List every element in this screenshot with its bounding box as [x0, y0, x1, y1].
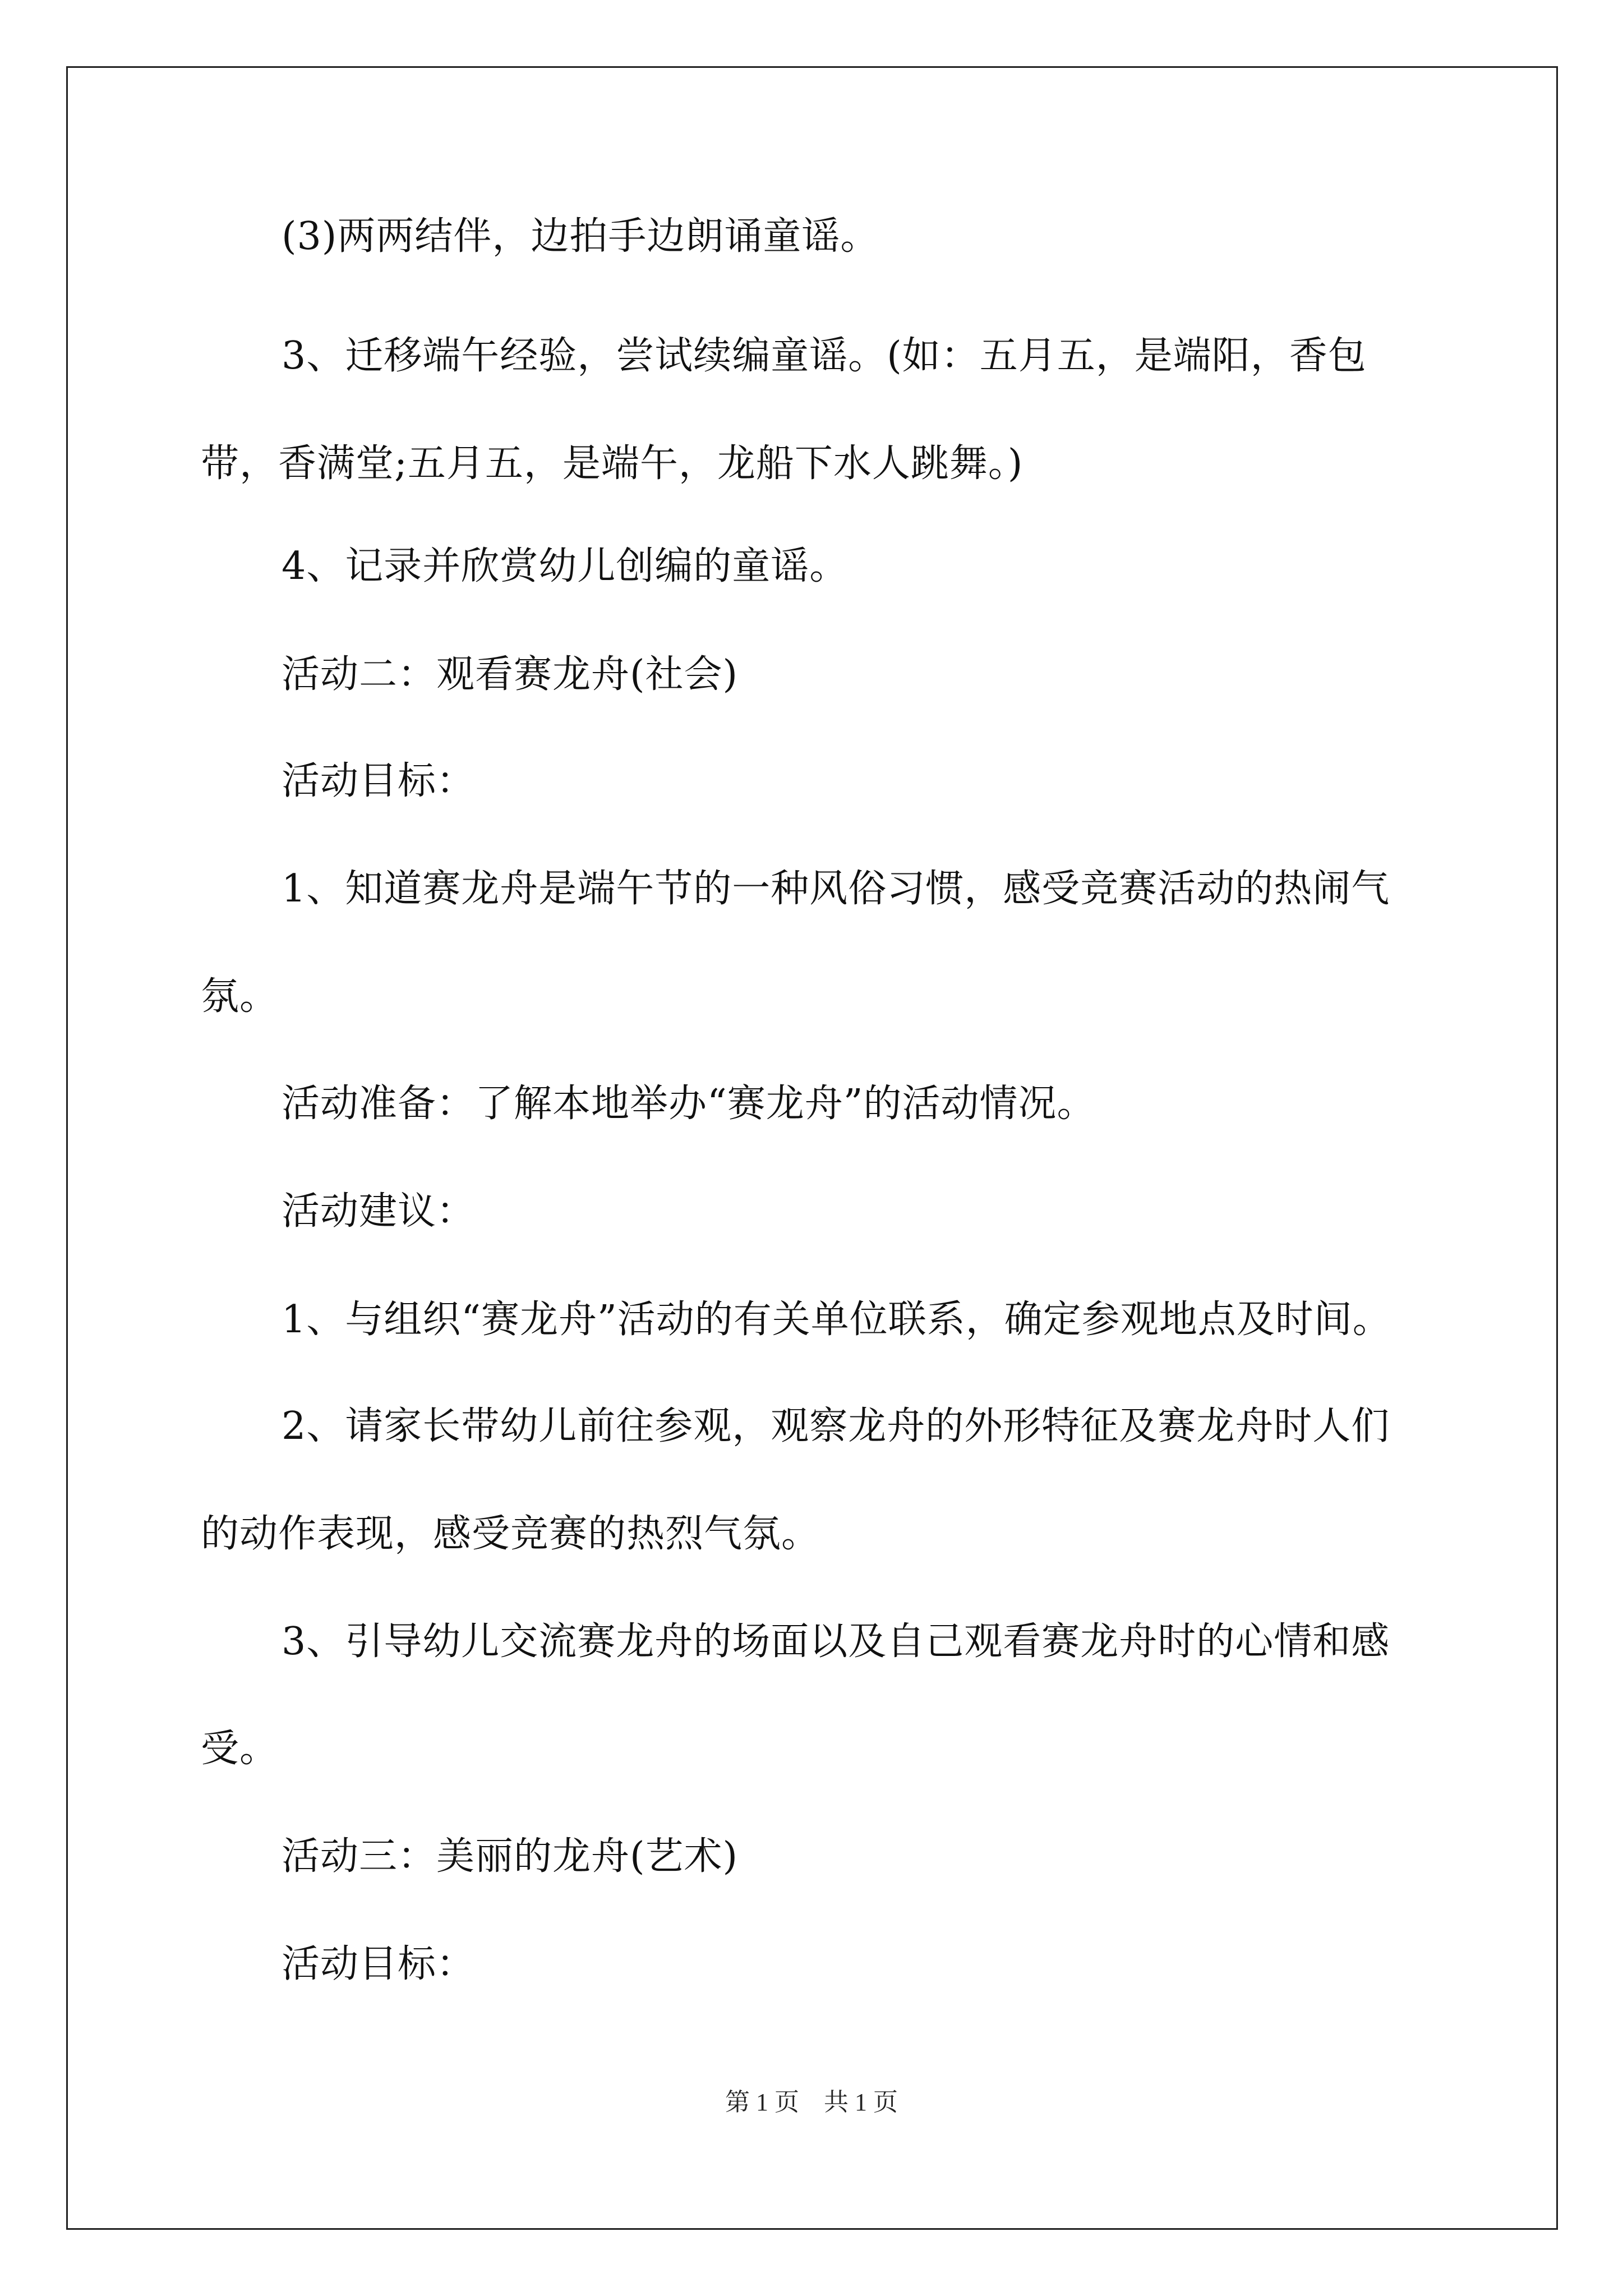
paragraph-line: 4、记录并欣赏幼儿创编的童谣。	[282, 544, 849, 588]
paragraph-line: 活动准备：了解本地举办“赛龙舟”的活动情况。	[282, 1082, 1096, 1126]
paragraph-line: 活动建议：	[282, 1189, 476, 1234]
paragraph-line: 3、引导幼儿交流赛龙舟的场面以及自己观看赛龙舟时的心情和感	[282, 1619, 1390, 1664]
paragraph-line: 1、与组织“赛龙舟”活动的有关单位联系，确定参观地点及时间。	[282, 1297, 1391, 1342]
paragraph-line: 1、知道赛龙舟是端午节的一种风俗习惯，感受竞赛活动的热闹气	[282, 867, 1390, 911]
paragraph-line: 氛。	[201, 974, 279, 1019]
paragraph-line: 3、迁移端午经验，尝试续编童谣。(如：五月五，是端阳，香包	[282, 334, 1367, 378]
paragraph-line: 带，香满堂;五月五，是端午，龙船下水人跳舞。)	[201, 441, 1023, 486]
paragraph-line: 受。	[201, 1727, 279, 1771]
page-number: 第 1 页 共 1 页	[725, 2088, 898, 2116]
paragraph-line: 活动目标：	[282, 1942, 476, 1986]
paragraph-line: 的动作表现，感受竞赛的热烈气氛。	[201, 1512, 820, 1556]
paragraph-line: 活动目标：	[282, 759, 476, 803]
paragraph-line: (3)两两结伴，边拍手边朗诵童谣。	[282, 214, 879, 259]
section-heading: 活动二：观看赛龙舟(社会)	[282, 652, 739, 697]
paragraph-line: 2、请家长带幼儿前往参观，观察龙舟的外形特征及赛龙舟时人们	[282, 1404, 1390, 1448]
page-border	[66, 66, 1558, 2230]
section-heading: 活动三：美丽的龙舟(艺术)	[282, 1834, 739, 1879]
